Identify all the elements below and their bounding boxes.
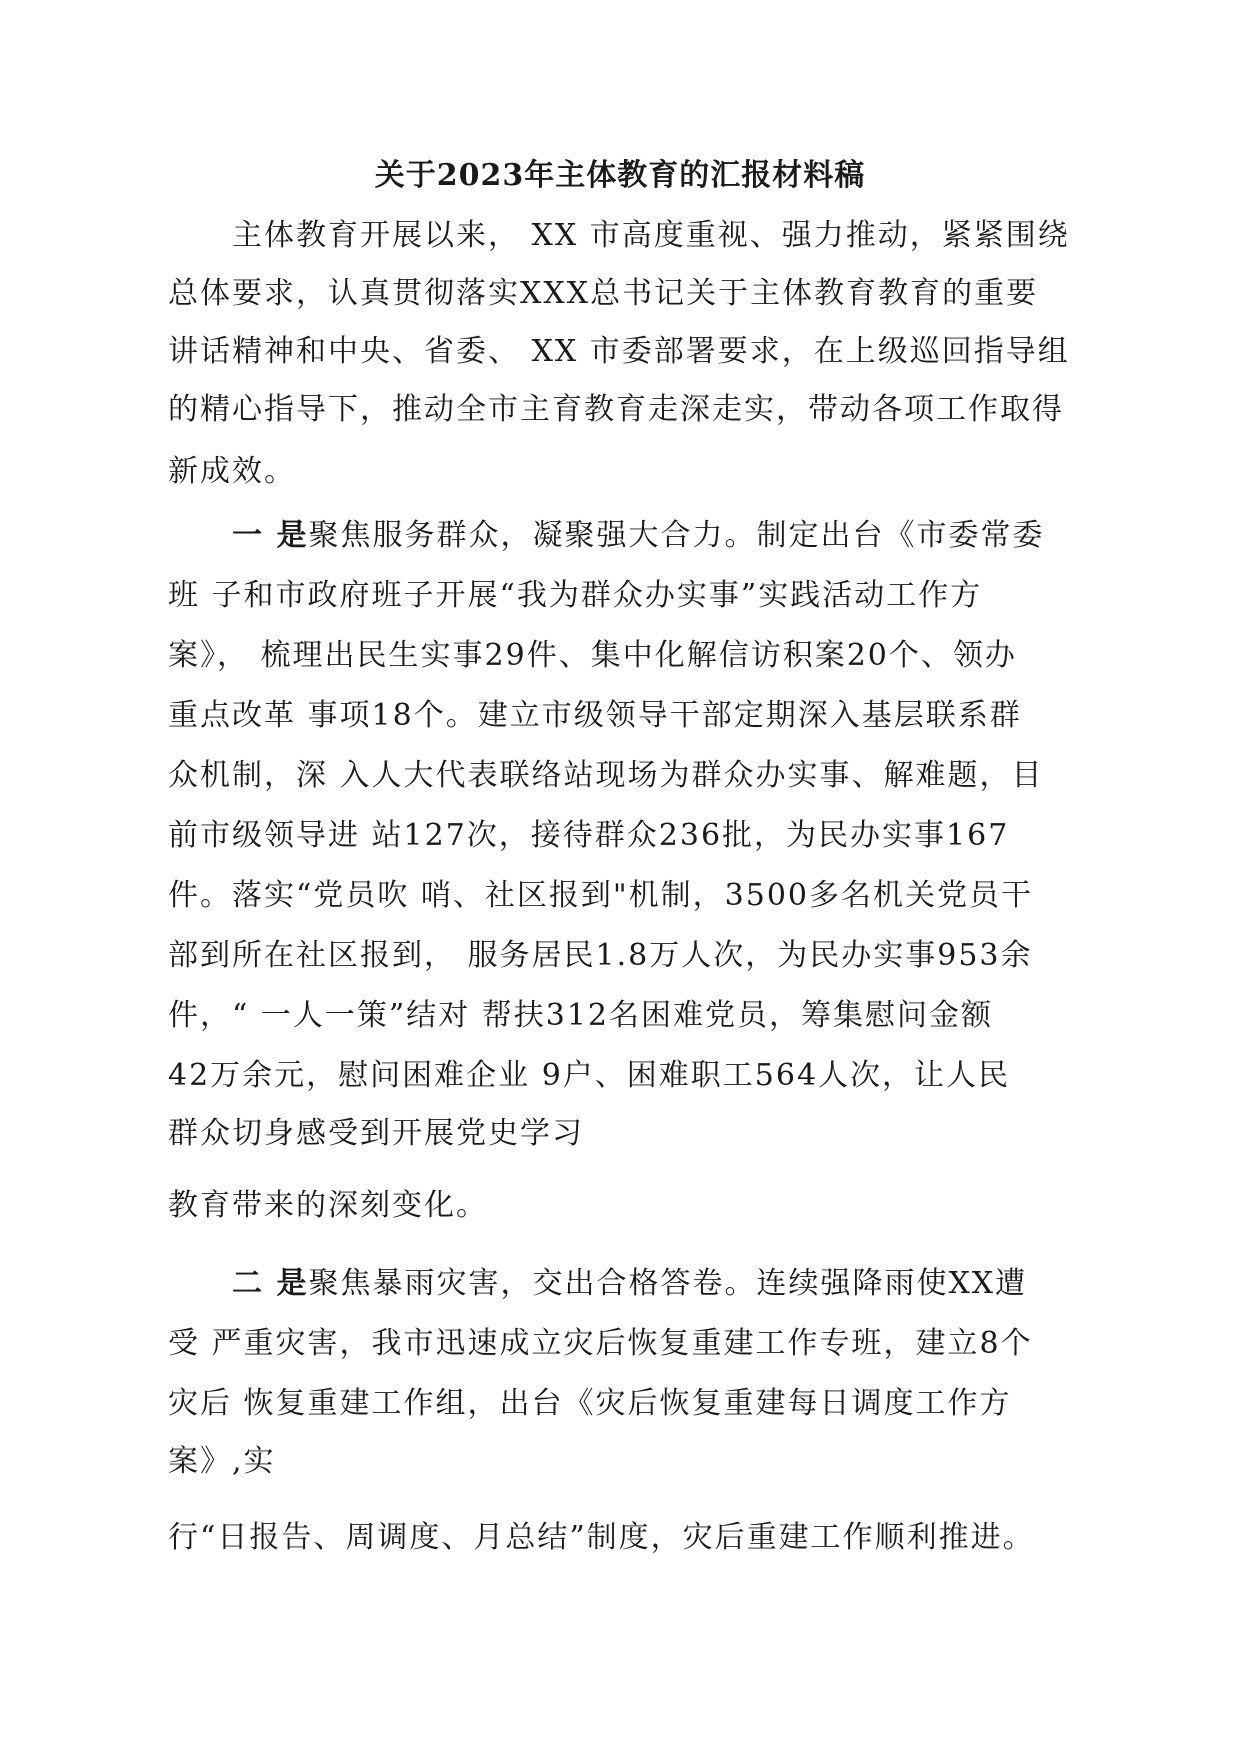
paragraph2-first-line — [232, 510, 1044, 554]
paragraph3-line: 行“日报告、周调度、月总结”制度，灾后重建工作顺利推进。 — [168, 1520, 1035, 1555]
paragraph2-line: 重点改革 事项18个。建立市级领导干部定期深入基层联系群 — [168, 698, 1022, 733]
paragraph1-line: 的精心指导下，推动全市主育教育走深走实，带动各项工作取得 — [168, 392, 1064, 427]
paragraph3-line: 受 严重灾害，我市迅速成立灾后恢复重建工作专班，建立8个 — [168, 1326, 1033, 1361]
paragraph3-lead: 二 是 — [232, 1266, 309, 1301]
paragraph2-line: 众机制，深 入人大代表联络站现场为群众办实事、解难题，目 — [168, 758, 1044, 793]
paragraph3-line: 案》,实 — [168, 1444, 276, 1479]
paragraph2-line: 群众切身感受到开展党史学习 — [168, 1116, 584, 1151]
paragraph1-line: 新成效。 — [168, 454, 296, 489]
paragraph3-line: 灾后 恢复重建工作组，出台《灾后恢复重建每日调度工作方 — [168, 1386, 1012, 1421]
paragraph2-line: 42万余元，慰问困难企业 9户、困难职工564人次，让人民 — [168, 1058, 1011, 1093]
paragraph1-line: 讲话精神和中央、省委、 XX 市委部署要求，在上级巡回指导组 — [168, 334, 1070, 369]
paragraph3-first-line-text: 聚焦暴雨灾害，交出合格答卷。连续强降雨使XX遭 — [308, 1266, 1028, 1301]
paragraph2-line: 前市级领导进 站127次，接待群众236批，为民办实事167 — [168, 818, 1010, 853]
paragraph2-line: 教育带来的深刻变化。 — [168, 1188, 488, 1223]
paragraph1-line: 主体教育开展以来， XX 市高度重视、强力推动，紧紧围绕 — [232, 218, 1070, 253]
paragraph2-lead: 一 是 — [232, 518, 309, 553]
paragraph2-line: 件，“ 一人一策”结对 帮扶312名困难党员，筹集慰问金额 — [168, 998, 994, 1033]
paragraph2-line: 案》， 梳理出民生实事29件、集中化解信访积案20个、领办 — [168, 638, 1017, 673]
paragraph2-first-line-text: 聚焦服务群众，凝聚强大合力。制定出台《市委常委 — [308, 518, 1045, 553]
paragraph2-line: 部到所在社区报到， 服务居民1.8万人次，为民办实事953余 — [168, 938, 1033, 973]
paragraph2-line: 件。落实“党员吹 哨、社区报到"机制，3500多名机关党员干 — [168, 878, 1034, 913]
document-title: 关于2023年主体教育的汇报材料稿 — [374, 158, 866, 193]
paragraph2-line: 班 子和市政府班子开展“我为群众办实事”实践活动工作方 — [168, 578, 983, 613]
paragraph3-first-line — [232, 1258, 1027, 1302]
paragraph1-line: 总体要求，认真贯彻落实XXX总书记关于主体教育教育的重要 — [168, 276, 1039, 311]
